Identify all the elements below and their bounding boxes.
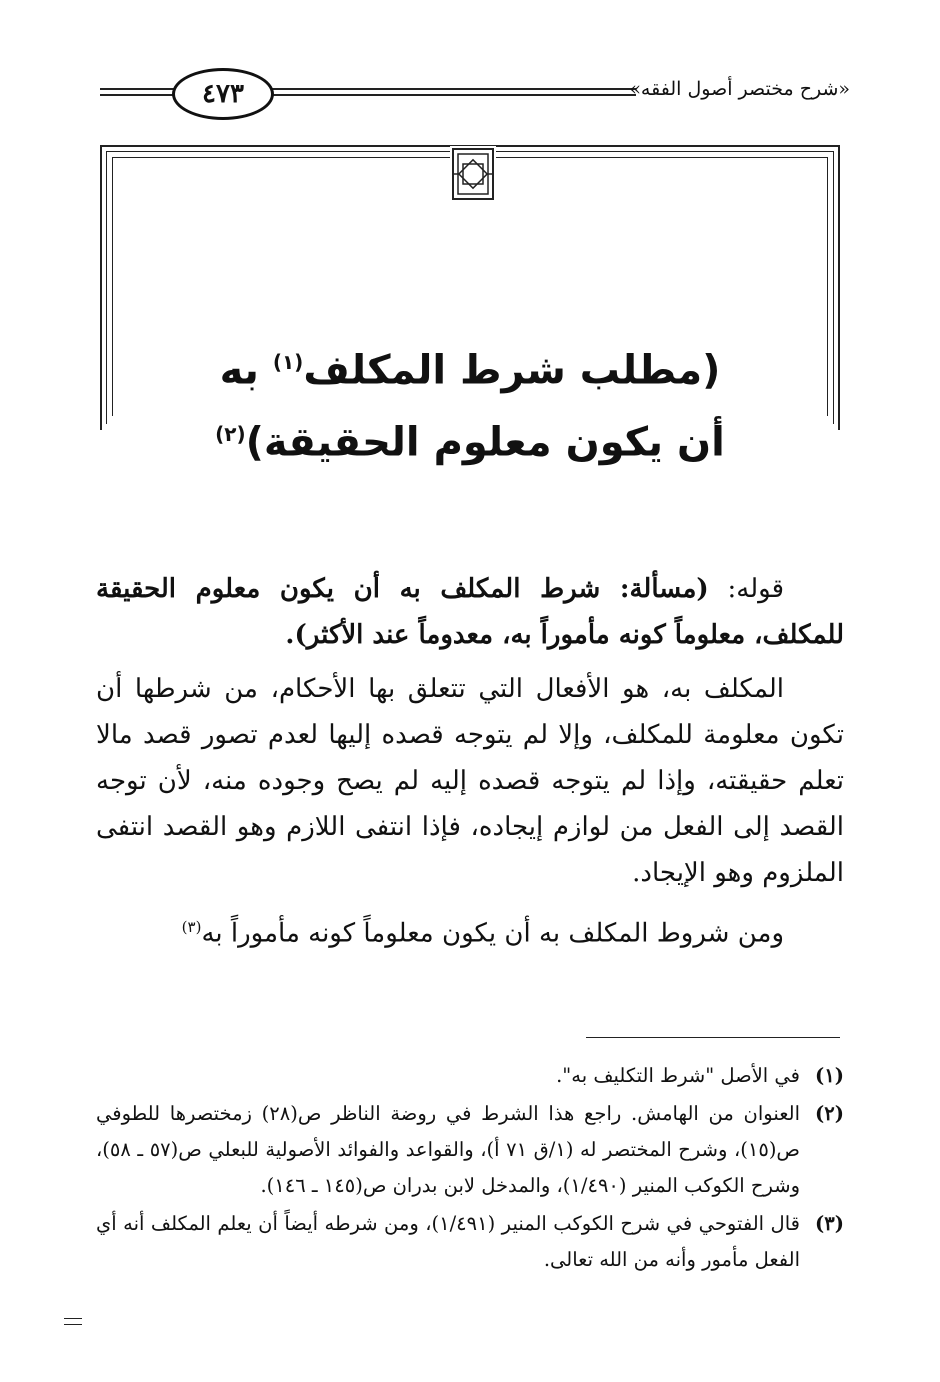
chapter-title-line-1: (مطلب شرط المكلف$^{(١)}$ به xyxy=(219,347,721,394)
running-title: «شرح مختصر أصول الفقه» xyxy=(629,78,850,100)
quoted-text: (مسألة: شرط المكلف به أن يكون معلوم الحقيقة للمكلف، معلوماً كونه مأموراً به، معدوماً عند الأكثر). xyxy=(96,574,844,650)
footnote-ref-1[interactable]: (١) xyxy=(272,350,304,374)
footnote-2: (٢) العنوان من الهامش. راجع هذا الشرط في روضة الناظر ص(٢٨) زمختصرها للطوفي ص(١٥)، وشرح المختصر له (١/ق ٧١ أ)، والقواعد والفوائد الأصولية للبعلي ص(٥٧ ـ ٥٨)، وشرح الكوكب المنير (١/٤٩٠)، والمدخل لابن بدران ص(١٤٥ ـ ١٤٦). xyxy=(96,1102,844,1197)
footnote-ref-3[interactable]: (٣) xyxy=(181,918,202,936)
footnote-separator xyxy=(586,1037,840,1038)
body-text xyxy=(96,566,844,965)
page-number: ٤٧٣ xyxy=(172,68,274,120)
footnote-ref-2[interactable]: (٢) xyxy=(215,422,246,447)
footnote-1: (١) في الأصل "شرط التكليف به". xyxy=(556,1064,844,1087)
footnotes xyxy=(96,1058,844,1280)
footnote-3: (٣) قال الفتوحي في شرح الكوكب المنير (١/٤٩١)، ومن شرطه أيضاً أن يعلم المكلف أنه أي الفعل مأمور وأنه من الله تعالى. xyxy=(96,1212,844,1271)
ornament-icon xyxy=(450,146,496,202)
paragraph-3: ومن شروط المكلف به أن يكون معلوماً كونه مأموراً به$^{(٣)}$ xyxy=(181,918,784,949)
chapter-title-line-2: أن يكون معلوم الحقيقة)$^{(٢)}$ xyxy=(215,419,725,466)
paragraph-1: قوله: (مسألة: شرط المكلف به أن يكون معلوم الحقيقة للمكلف، معلوماً كونه مأموراً به، معدوماً عند الأكثر). xyxy=(96,574,844,650)
chapter-title xyxy=(150,330,790,475)
paragraph-2: المكلف به، هو الأفعال التي تتعلق بها الأحكام، من شرطها أن تكون معلومة للمكلف، وإلا لم يتوجه قصده إليها لعدم تصور قصد مالا تعلم حقيقته، وإذا لم يتوجه قصده إليه لم يصح وجوده منه، لأن توجه القصد إلى الفعل من لوازم إيجاده، فإذا انتفى اللازم وهو القصد انتفى الملزوم وهو الإيجاد. xyxy=(96,674,844,888)
